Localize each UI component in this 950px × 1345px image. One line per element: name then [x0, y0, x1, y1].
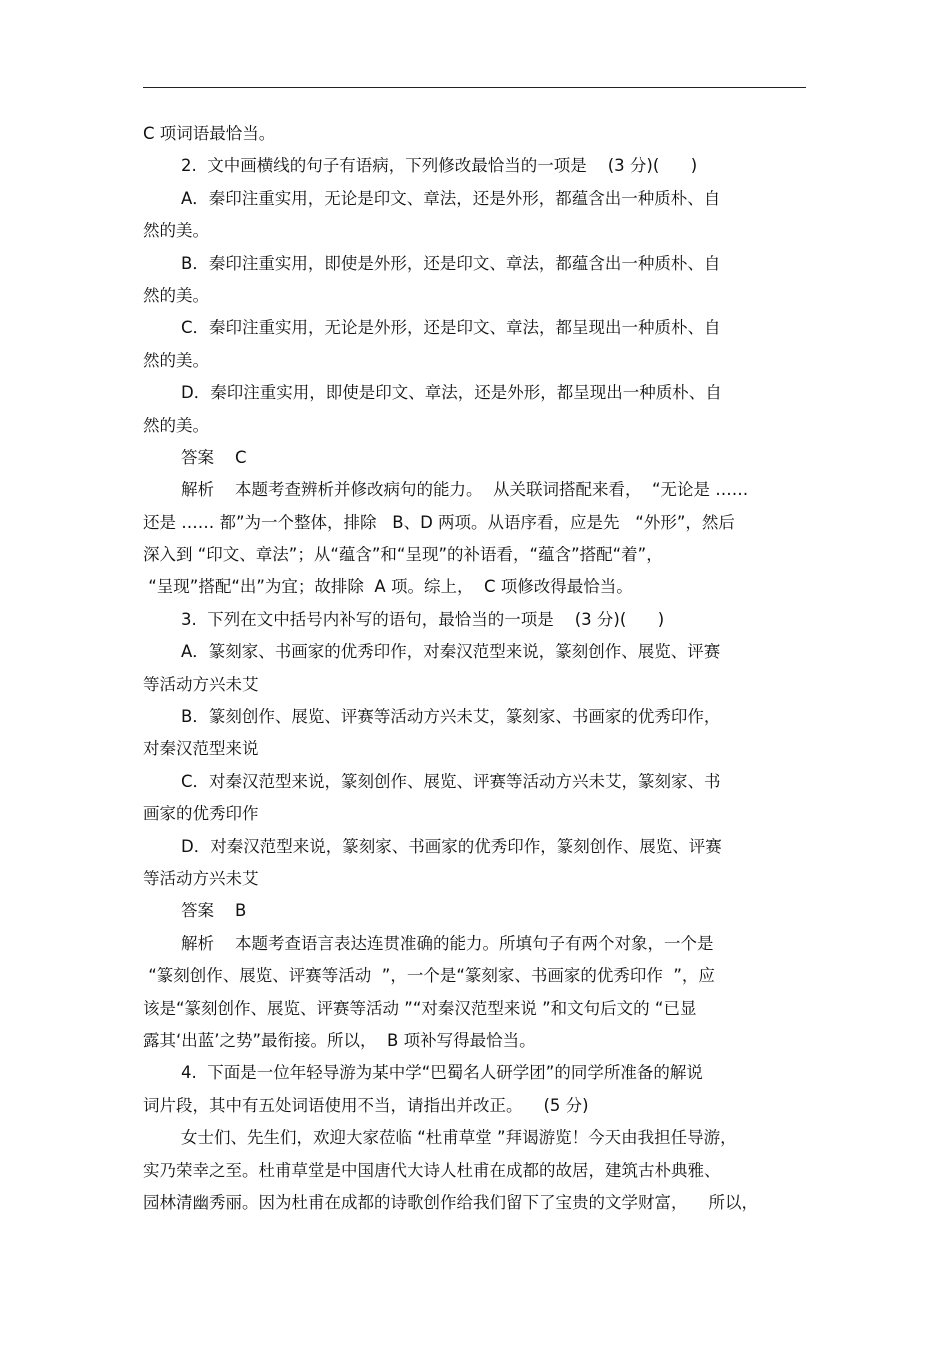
text-line: 然的美。	[143, 285, 209, 305]
text-line: “呈现”搭配“出”为宜；故排除 A 项。综上， C 项修改得最恰当。	[143, 577, 633, 597]
text-line: A．篆刻家、书画家的优秀印作，对秦汉范型来说，篆刻创作、展览、评赛	[181, 642, 721, 662]
text-line: C．秦印注重实用，无论是外形，还是印文、章法，都呈现出一种质朴、自	[181, 318, 721, 338]
text-line: C 项词语最恰当。	[143, 124, 276, 143]
text-line: 然的美。	[143, 415, 209, 435]
header-rule	[143, 87, 806, 88]
text-line: 实乃荣幸之至。杜甫草堂是中国唐代大诗人杜甫在成都的故居，建筑古朴典雅、	[143, 1160, 721, 1180]
text-line: 3. 下列在文中括号内补写的语句，最恰当的一项是 (3 分)( )	[181, 609, 665, 629]
text-line: 对秦汉范型来说	[143, 739, 259, 759]
text-line: 还是 …… 都”为一个整体，排除 B、D 两项。从语序看，应是先 “外形”，然后	[143, 512, 735, 532]
text-line: 女士们、先生们，欢迎大家莅临 “杜甫草堂 ”拜谒游览！今天由我担任导游，	[181, 1128, 737, 1148]
text-line: “篆刻创作、展览、评赛等活动 ”，一个是“篆刻家、书画家的优秀印作 ”，应	[143, 966, 715, 986]
text-line: 答案 C	[181, 447, 247, 467]
text-line: 该是“篆刻创作、展览、评赛等活动 ”“对秦汉范型来说 ”和文句后文的 “已显	[143, 998, 697, 1018]
text-line: 2. 文中画横线的句子有语病，下列修改最恰当的一项是 (3 分)( )	[181, 156, 698, 176]
text-line: A．秦印注重实用，无论是印文、章法，还是外形，都蕴含出一种质朴、自	[181, 188, 721, 208]
text-line: 词片段，其中有五处词语使用不当，请指出并改正。 (5 分)	[143, 1095, 589, 1115]
text-line: D．秦印注重实用，即使是印文、章法，还是外形，都呈现出一种质朴、自	[181, 383, 722, 403]
text-line: 深入到 “印文、章法”；从“蕴含”和“呈现”的补语看，“蕴含”搭配“着”，	[143, 545, 663, 565]
text-line: 园林清幽秀丽。因为杜甫在成都的诗歌创作给我们留下了宝贵的文学财富， 所以，	[143, 1192, 758, 1212]
text-line: 解析 本题考查辨析并修改病句的能力。 从关联词搭配来看， “无论是 ……	[181, 480, 749, 500]
text-line: 等活动方兴未艾	[143, 674, 259, 694]
text-line: 然的美。	[143, 221, 209, 241]
text-line: 等活动方兴未艾	[143, 868, 259, 888]
text-line: B．秦印注重实用，即使是外形，还是印文、章法，都蕴含出一种质朴、自	[181, 253, 721, 273]
text-line: 4. 下面是一位年轻导游为某中学“巴蜀名人研学团”的同学所准备的解说	[181, 1063, 703, 1083]
text-line: 然的美。	[143, 350, 209, 370]
text-line: D．对秦汉范型来说，篆刻家、书画家的优秀印作，篆刻创作、展览、评赛	[181, 836, 722, 856]
text-line: B．篆刻创作、展览、评赛等活动方兴未艾，篆刻家、书画家的优秀印作，	[181, 707, 721, 727]
text-line: 答案 B	[181, 901, 247, 921]
document-body	[143, 118, 807, 1219]
text-line: 露其‘出蓝’之势”最衔接。所以， B 项补写得最恰当。	[143, 1030, 536, 1050]
text-line: 画家的优秀印作	[143, 804, 259, 824]
text-line: 解析 本题考查语言表达连贯准确的能力。所填句子有两个对象，一个是	[181, 933, 714, 953]
text-line: C．对秦汉范型来说，篆刻创作、展览、评赛等活动方兴未艾，篆刻家、书	[181, 771, 721, 791]
